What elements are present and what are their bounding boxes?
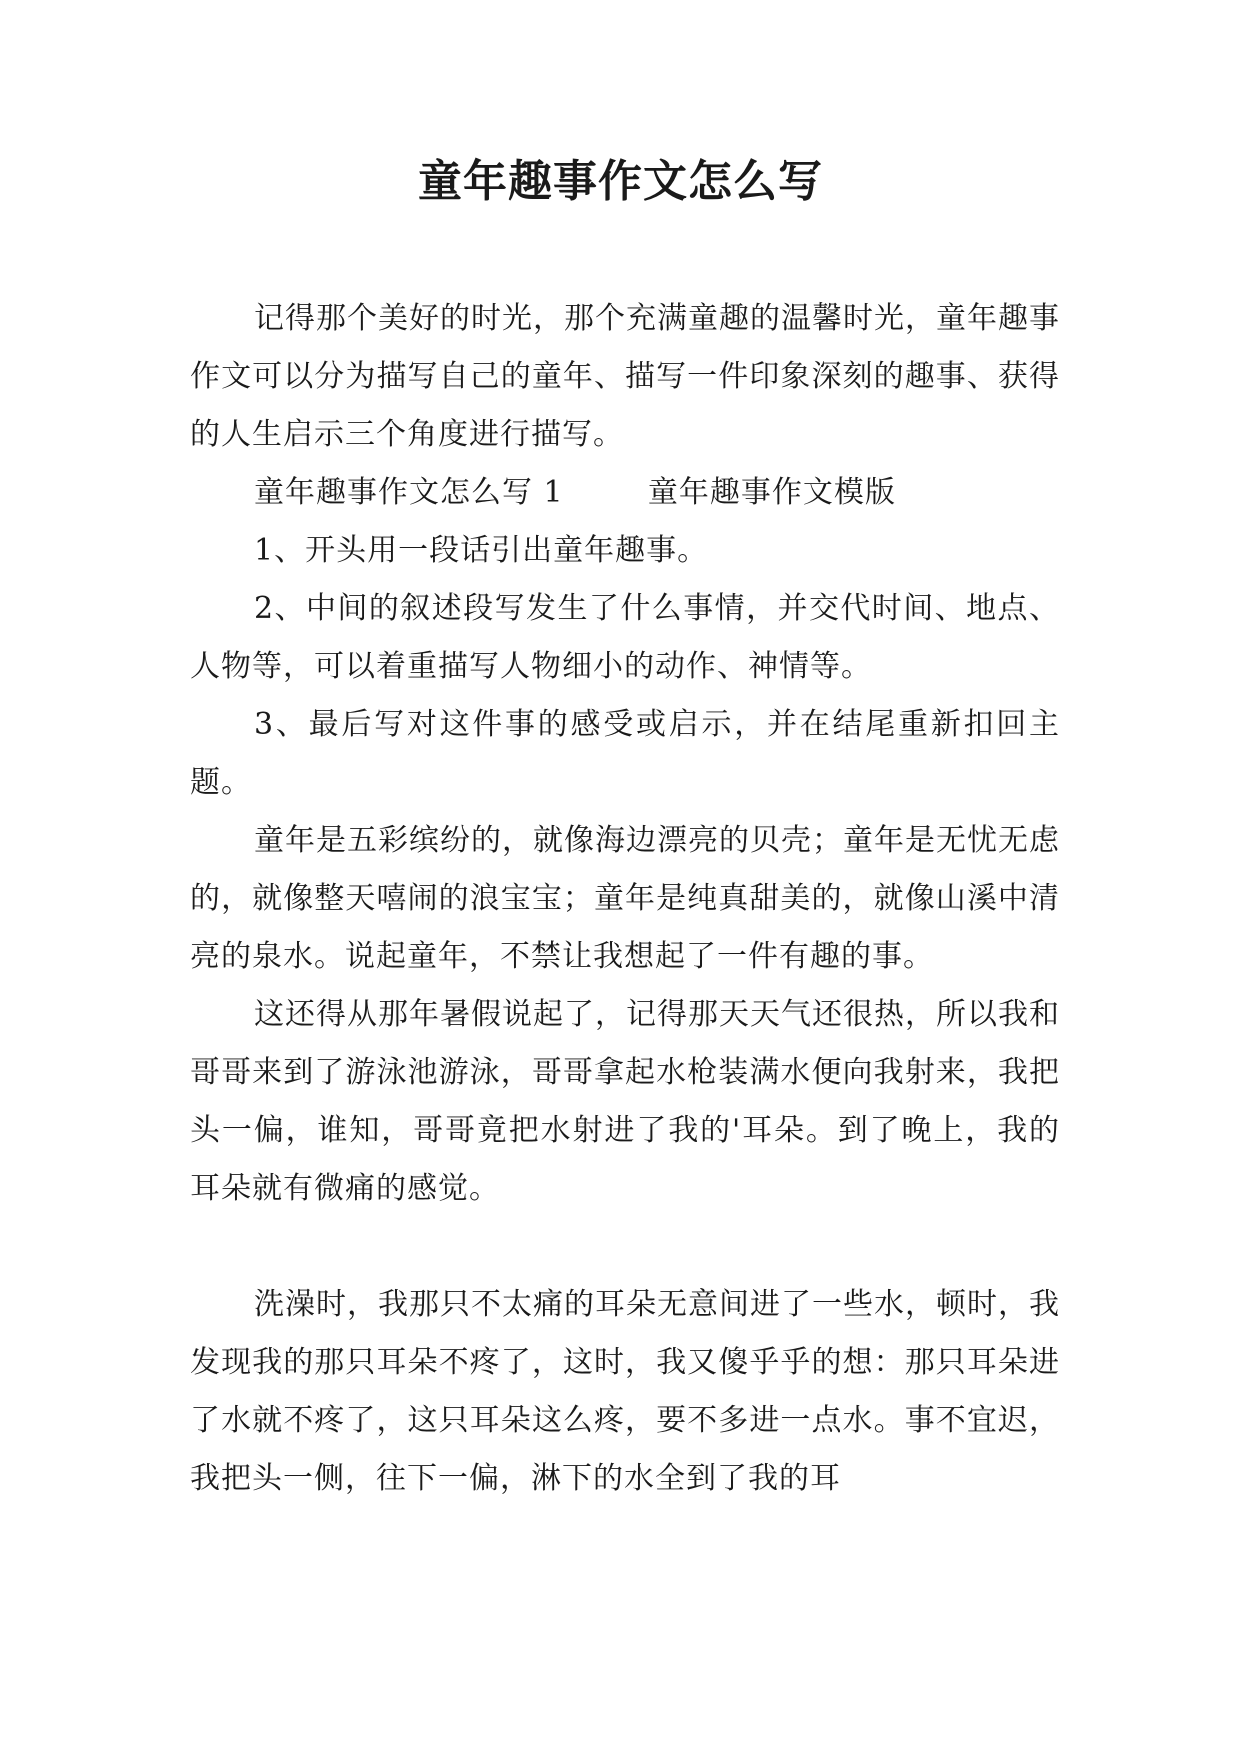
paragraph-essay-3: 洗澡时，我那只不太痛的耳朵无意间进了一些水，顿时，我发现我的那只耳朵不疼了，这时，我又傻乎乎的想：那只耳朵进了水就不疼了，这只耳朵这么疼，要不多进一点水。事不宜迟，我把头一侧，往下一偏，淋下的水全到了我的耳 — [190, 1287, 1060, 1496]
paragraph-intro: 记得那个美好的时光，那个充满童趣的温馨时光，童年趣事作文可以分为描写自己的童年、描写一件印象深刻的趣事、获得的人生启示三个角度进行描写。 — [190, 301, 1060, 452]
paragraph-step-3: 3、最后写对这件事的感受或启示，并在结尾重新扣回主题。 — [190, 707, 1060, 800]
document-body — [190, 290, 1060, 1508]
paragraph-essay-2: 这还得从那年暑假说起了，记得那天天气还很热，所以我和哥哥来到了游泳池游泳，哥哥拿起水枪装满水便向我射来，我把头一偏，谁知，哥哥竟把水射进了我的'耳朵。到了晚上，我的耳朵就有微痛的感觉。 — [190, 997, 1060, 1206]
paragraph-essay-1: 童年是五彩缤纷的，就像海边漂亮的贝壳；童年是无忧无虑的，就像整天嘻闹的浪宝宝；童年是纯真甜美的，就像山溪中清亮的泉水。说起童年，不禁让我想起了一件有趣的事。 — [190, 823, 1060, 974]
paragraph-step-2: 2、中间的叙述段写发生了什么事情，并交代时间、地点、人物等，可以着重描写人物细小的动作、神情等。 — [190, 591, 1060, 684]
paragraph-section-heading: 童年趣事作文怎么写 1 童年趣事作文模版 — [254, 475, 896, 510]
paragraph-gap — [190, 1218, 1060, 1276]
paragraph-step-1: 1、开头用一段话引出童年趣事。 — [254, 533, 709, 568]
document-title: 童年趣事作文怎么写 — [418, 156, 823, 207]
